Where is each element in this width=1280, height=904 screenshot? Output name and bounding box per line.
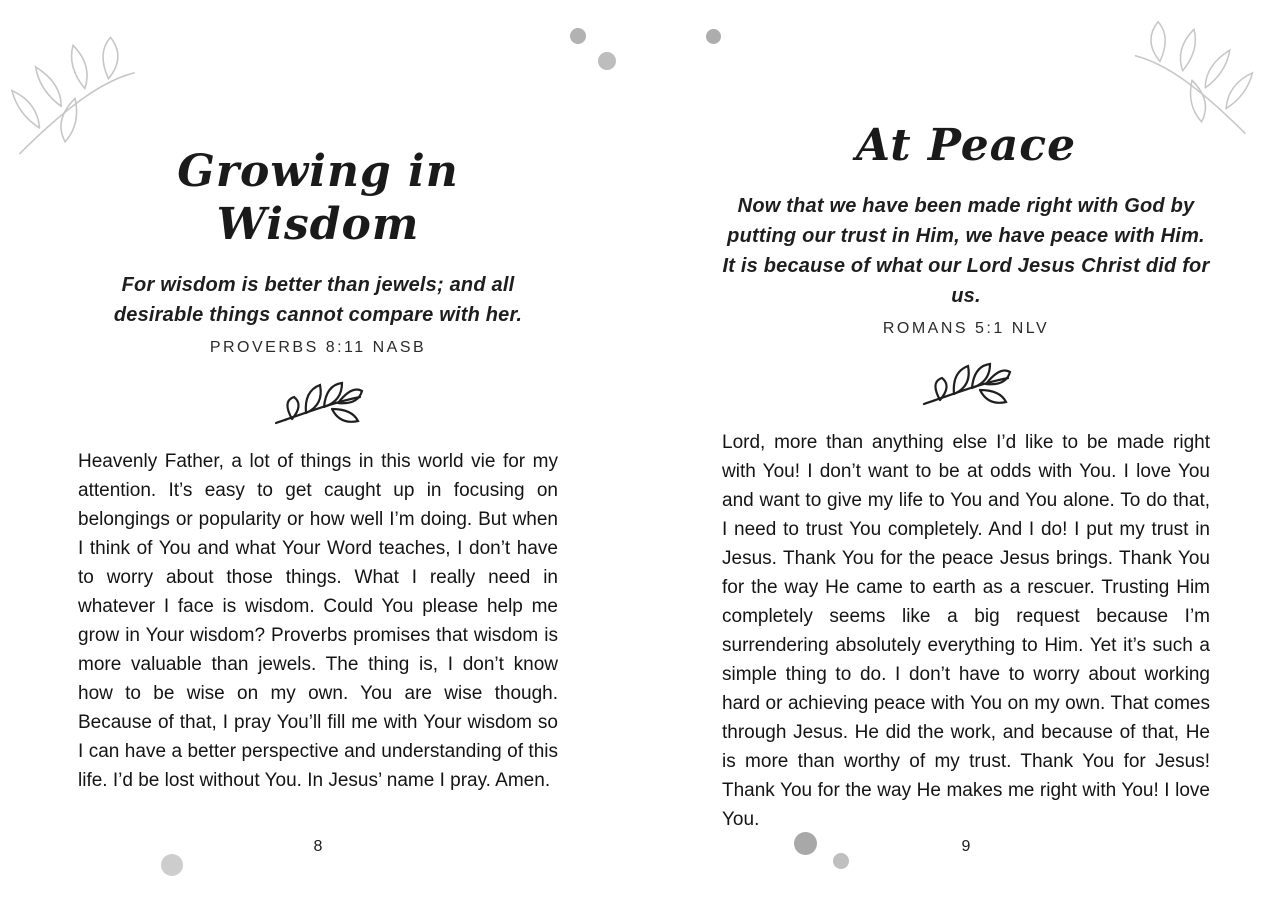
scripture-verse: For wisdom is better than jewels; and all desirable things cannot compare with her. (113, 273, 523, 326)
page-number: 8 (313, 838, 323, 855)
prayer-text: Heavenly Father, a lot of things in this world vie for my attention. It’s easy to get caught up in focusing on belongings or popularity or how well I’m doing. But when I think of You and what Your Word teaches, I don’t have to worry about those things. What I really need in whatever I face is wisdom. Could You please help me grow in Your wisdom? Proverbs promises that wisdom is more valuable than jewels. The thing is, I don’t know how to be wise on my own. You are wise though. Because of that, I pray You’ll fill me with Your wisdom so I can have a better perspective and understanding of this life. I’d be lost without You. In Jesus’ name I pray. Amen. (78, 450, 558, 791)
scripture-verse: Now that we have been made right with God by putting our trust in Him, we have peace with Him. It is because of what our Lord Jesus Christ did for us. (722, 194, 1210, 307)
page-title: At Peace (855, 120, 1077, 171)
sprig-divider-icon (272, 373, 364, 431)
page-number: 9 (961, 838, 971, 855)
prayer-text: Lord, more than anything else I’d like to be made right with You! I don’t want to be at odds with You. I love You and want to give my life to You and You alone. To do that, I need to trust You completely. And I do! I put my trust in Jesus. Thank You for the peace Jesus brings. Thank You for the way He came to earth as a rescuer. Trusting Him completely seems like a big request because I’m surrendering absolutely everything to Him. Yet it’s such a simple thing to do. I don’t have to worry about working hard or achieving peace with You on my own. That comes through Jesus. He did the work, and because of that, He is more than worthy of my trust. Thank You for Jesus! Thank You for the way He makes me right with You! I love You. (722, 431, 1210, 830)
scripture-reference: PROVERBS 8:11 NASB (209, 338, 427, 356)
sprig-divider-icon (920, 354, 1012, 412)
dot-decoration (598, 52, 616, 70)
page-title: Growing in Wisdom (177, 146, 459, 250)
dot-decoration (706, 29, 721, 44)
page-right (722, 0, 1210, 904)
page-left (78, 0, 558, 904)
scripture-reference: ROMANS 5:1 NLV (882, 319, 1050, 337)
dot-decoration (570, 28, 586, 44)
